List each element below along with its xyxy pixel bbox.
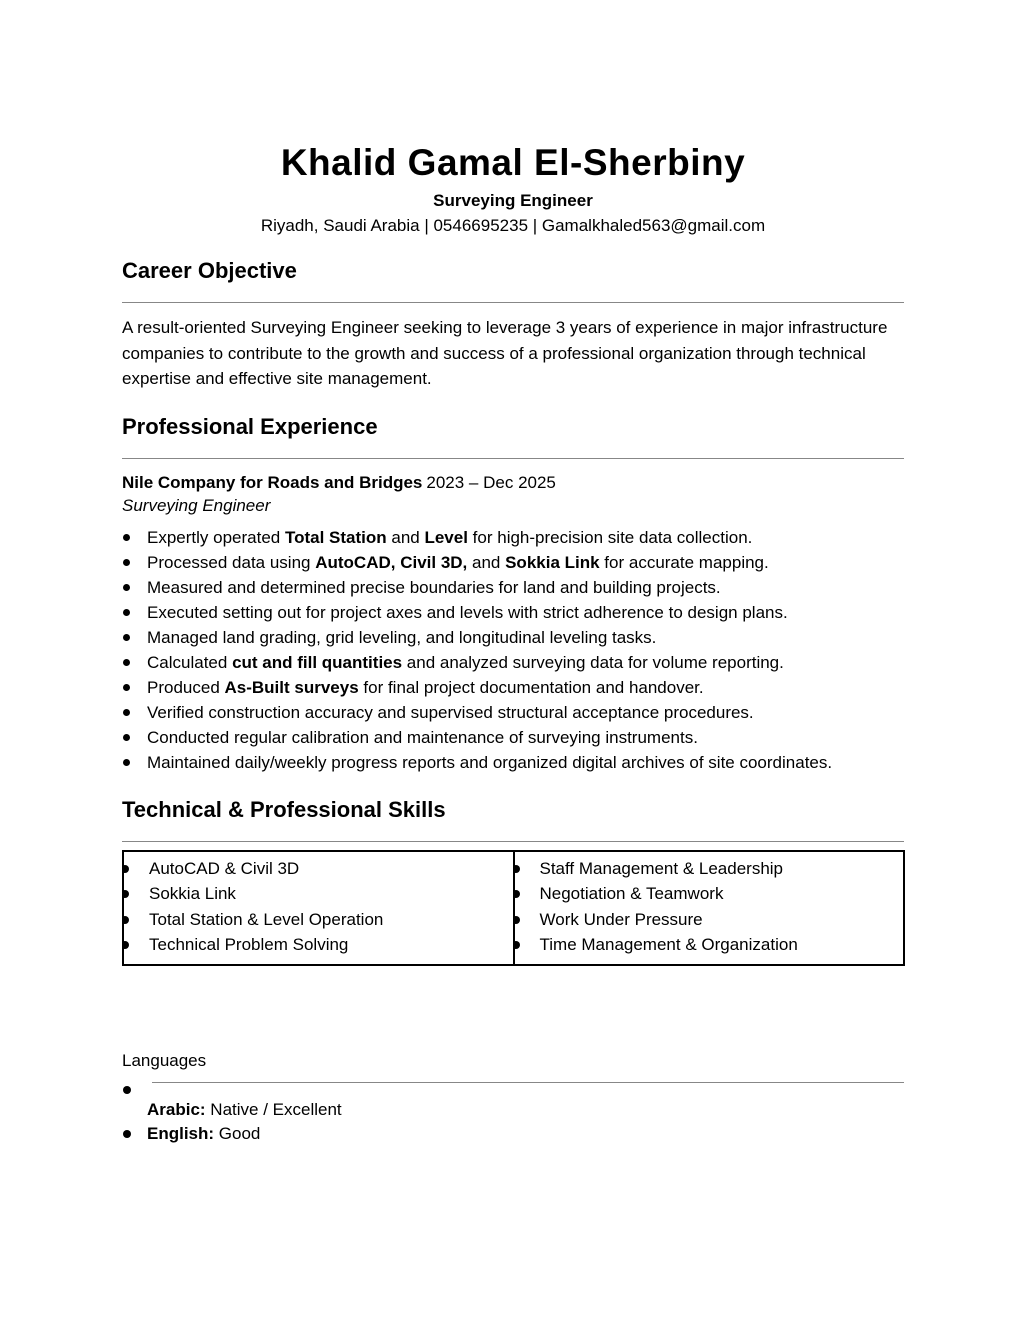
languages-label: Languages (122, 1050, 207, 1070)
skill-item-left: Technical Problem Solving (124, 932, 513, 958)
experience-bullet-item: Executed setting out for project axes and levels with strict adherence to design plans. (122, 600, 904, 625)
employer-line (122, 471, 904, 494)
section-divider-rule (122, 841, 904, 842)
experience-bullet-item: Maintained daily/weekly progress reports and organized digital archives of site coordinates. (122, 750, 904, 775)
skill-item-right: Staff Management & Leadership (515, 856, 904, 882)
language-item-arabic (122, 1082, 904, 1122)
employer-name: Nile Company for Roads and Bridges (122, 472, 423, 492)
section-skills (122, 796, 904, 966)
skill-item-left: Sokkia Link (124, 881, 513, 907)
professional-experience-heading: Professional Experience (122, 413, 378, 439)
career-objective-text: A result-oriented Surveying Engineer seeking to leverage 3 years of experience in major infrastructure companies to contribute to the growth and success of a professional organization through technical expertise and effective site management. (122, 318, 888, 388)
language-level: Native / Excellent (205, 1099, 342, 1119)
resume-header (122, 141, 904, 236)
section-languages (122, 1050, 904, 1146)
experience-bullet-item: Calculated cut and fill quantities and analyzed surveying data for volume reporting. (122, 650, 904, 675)
skills-table-left-cell (124, 852, 513, 964)
skill-item-left: Total Station & Level Operation (124, 907, 513, 933)
language-level: Good (214, 1123, 261, 1143)
section-divider-rule (122, 458, 904, 459)
section-divider-rule (122, 302, 904, 303)
section-career-objective (122, 257, 904, 392)
experience-bullet-item: Conducted regular calibration and maintenance of surveying instruments. (122, 725, 904, 750)
language-name: Arabic: (147, 1099, 206, 1119)
skills-heading: Technical & Professional Skills (122, 796, 446, 822)
person-name: Khalid Gamal El-Sherbiny (280, 142, 746, 183)
language-name: English: (147, 1123, 215, 1143)
skill-item-right: Negotiation & Teamwork (515, 881, 904, 907)
languages-divider-rule (152, 1082, 904, 1083)
language-item-english (122, 1122, 904, 1146)
employment-dates: 2023 – Dec 2025 (426, 472, 556, 492)
experience-bullet-item: Produced As-Built surveys for final project documentation and handover. (122, 675, 904, 700)
skills-table-right-cell (513, 852, 904, 964)
skills-right-list (515, 856, 904, 958)
person-job-title: Surveying Engineer (433, 191, 593, 210)
section-professional-experience (122, 413, 904, 775)
languages-list (122, 1082, 904, 1146)
employment-role: Surveying Engineer (122, 495, 271, 515)
skills-left-list (124, 856, 513, 958)
experience-bullet-item: Expertly operated Total Station and Level for high-precision site data collection. (122, 525, 904, 550)
experience-bullet-item: Measured and determined precise boundaries for land and building projects. (122, 575, 904, 600)
skill-item-right: Time Management & Organization (515, 932, 904, 958)
experience-bullet-item: Managed land grading, grid leveling, and longitudinal leveling tasks. (122, 625, 904, 650)
experience-bullet-list (122, 525, 904, 775)
language-text (147, 1124, 260, 1143)
skills-table (122, 850, 905, 966)
contact-line: Riyadh, Saudi Arabia | 0546695235 | Gamalkhaled563@gmail.com (260, 216, 766, 235)
experience-bullet-item: Processed data using AutoCAD, Civil 3D, and Sokkia Link for accurate mapping. (122, 550, 904, 575)
language-text (147, 1100, 342, 1119)
experience-bullet-item: Verified construction accuracy and supervised structural acceptance procedures. (122, 700, 904, 725)
skill-item-right: Work Under Pressure (515, 907, 904, 933)
career-objective-heading: Career Objective (122, 258, 297, 283)
skill-item-left: AutoCAD & Civil 3D (124, 856, 513, 882)
